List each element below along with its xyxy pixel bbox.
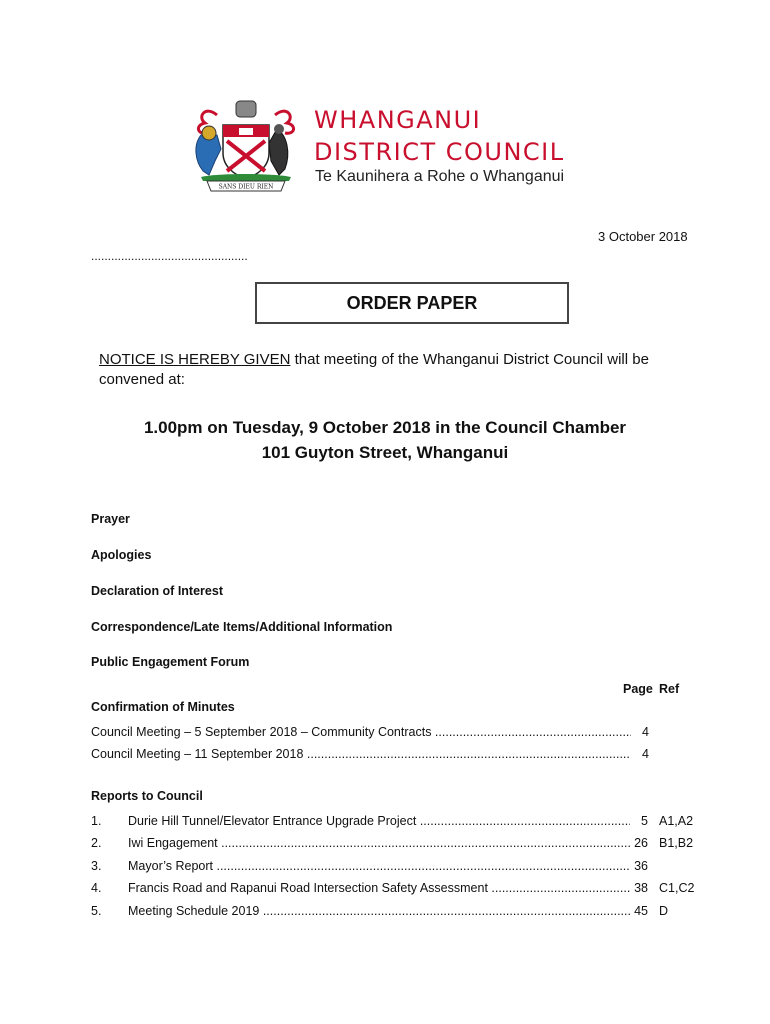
column-head-page: Page xyxy=(623,682,653,696)
report-number: 3. xyxy=(91,859,102,873)
heading-apologies: Apologies xyxy=(91,548,152,562)
crest-bird-supporter xyxy=(269,129,288,175)
minutes-row xyxy=(91,747,711,765)
report-page: 36 xyxy=(630,859,648,873)
crest-helmet xyxy=(236,101,256,117)
report-page: 26 xyxy=(630,836,648,850)
report-page: 5 xyxy=(630,814,648,828)
minutes-title: Council Meeting – 5 September 2018 – Community Contracts ..... xyxy=(91,725,631,739)
brand-line1: WHANGANUI xyxy=(314,106,482,134)
brand-subtitle: Te Kaunihera a Rohe o Whanganui xyxy=(315,168,565,185)
report-ref: D xyxy=(659,904,669,918)
report-page: 45 xyxy=(630,904,648,918)
crest-motto: SANS DIEU RIEN xyxy=(218,183,274,191)
meeting-time-place: 1.00pm on Tuesday, 9 October 2018 in the Council Chamber xyxy=(143,418,627,437)
heading-confirmation-minutes: Confirmation of Minutes xyxy=(91,700,235,714)
report-number: 4. xyxy=(91,881,102,895)
report-ref: A1,A2 xyxy=(659,814,694,828)
report-title: Mayor’s Report ..... xyxy=(128,859,633,873)
report-ref: B1,B2 xyxy=(659,836,694,850)
signature-line: ............................................... xyxy=(91,249,248,263)
report-title: Meeting Schedule 2019 ..... xyxy=(128,904,633,918)
report-title: Iwi Engagement ..... xyxy=(128,836,633,850)
report-title: Durie Hill Tunnel/Elevator Entrance Upgrade Project ..... xyxy=(128,814,633,828)
order-paper-title: ORDER PAPER xyxy=(346,292,478,313)
order-paper-title-box xyxy=(255,282,569,324)
report-row xyxy=(91,904,711,922)
notice-paragraph xyxy=(99,350,709,390)
heading-public-forum: Public Engagement Forum xyxy=(91,655,250,669)
report-page: 38 xyxy=(630,881,648,895)
council-crest-logo xyxy=(187,95,305,195)
document-date: 3 October 2018 xyxy=(598,229,688,244)
heading-prayer: Prayer xyxy=(91,512,130,526)
report-number: 2. xyxy=(91,836,102,850)
report-ref: C1,C2 xyxy=(659,881,695,895)
brand-line2: DISTRICT COUNCIL xyxy=(314,138,565,166)
minutes-row xyxy=(91,725,711,743)
notice-underlined: NOTICE IS HEREBY GIVEN xyxy=(99,351,291,368)
report-row xyxy=(91,836,711,854)
heading-reports: Reports to Council xyxy=(91,789,203,803)
notice-rest: that meeting of the Whanganui District Council will be convened at: xyxy=(99,351,649,388)
report-row xyxy=(91,814,711,832)
column-head-ref: Ref xyxy=(659,682,680,696)
crest-lion-supporter xyxy=(196,135,221,175)
report-number: 1. xyxy=(91,814,102,828)
meeting-address: 101 Guyton Street, Whanganui xyxy=(261,443,509,462)
report-number: 5. xyxy=(91,904,102,918)
minutes-page: 4 xyxy=(631,747,649,761)
minutes-title: Council Meeting – 11 September 2018 ..... xyxy=(91,747,631,761)
report-row xyxy=(91,859,711,877)
report-title: Francis Road and Rapanui Road Intersection Safety Assessment ..... xyxy=(128,881,633,895)
report-row xyxy=(91,881,711,899)
crest-compartment xyxy=(201,174,291,181)
minutes-page: 4 xyxy=(631,725,649,739)
heading-correspondence: Correspondence/Late Items/Additional Information xyxy=(91,620,393,634)
heading-declaration: Declaration of Interest xyxy=(91,584,223,598)
